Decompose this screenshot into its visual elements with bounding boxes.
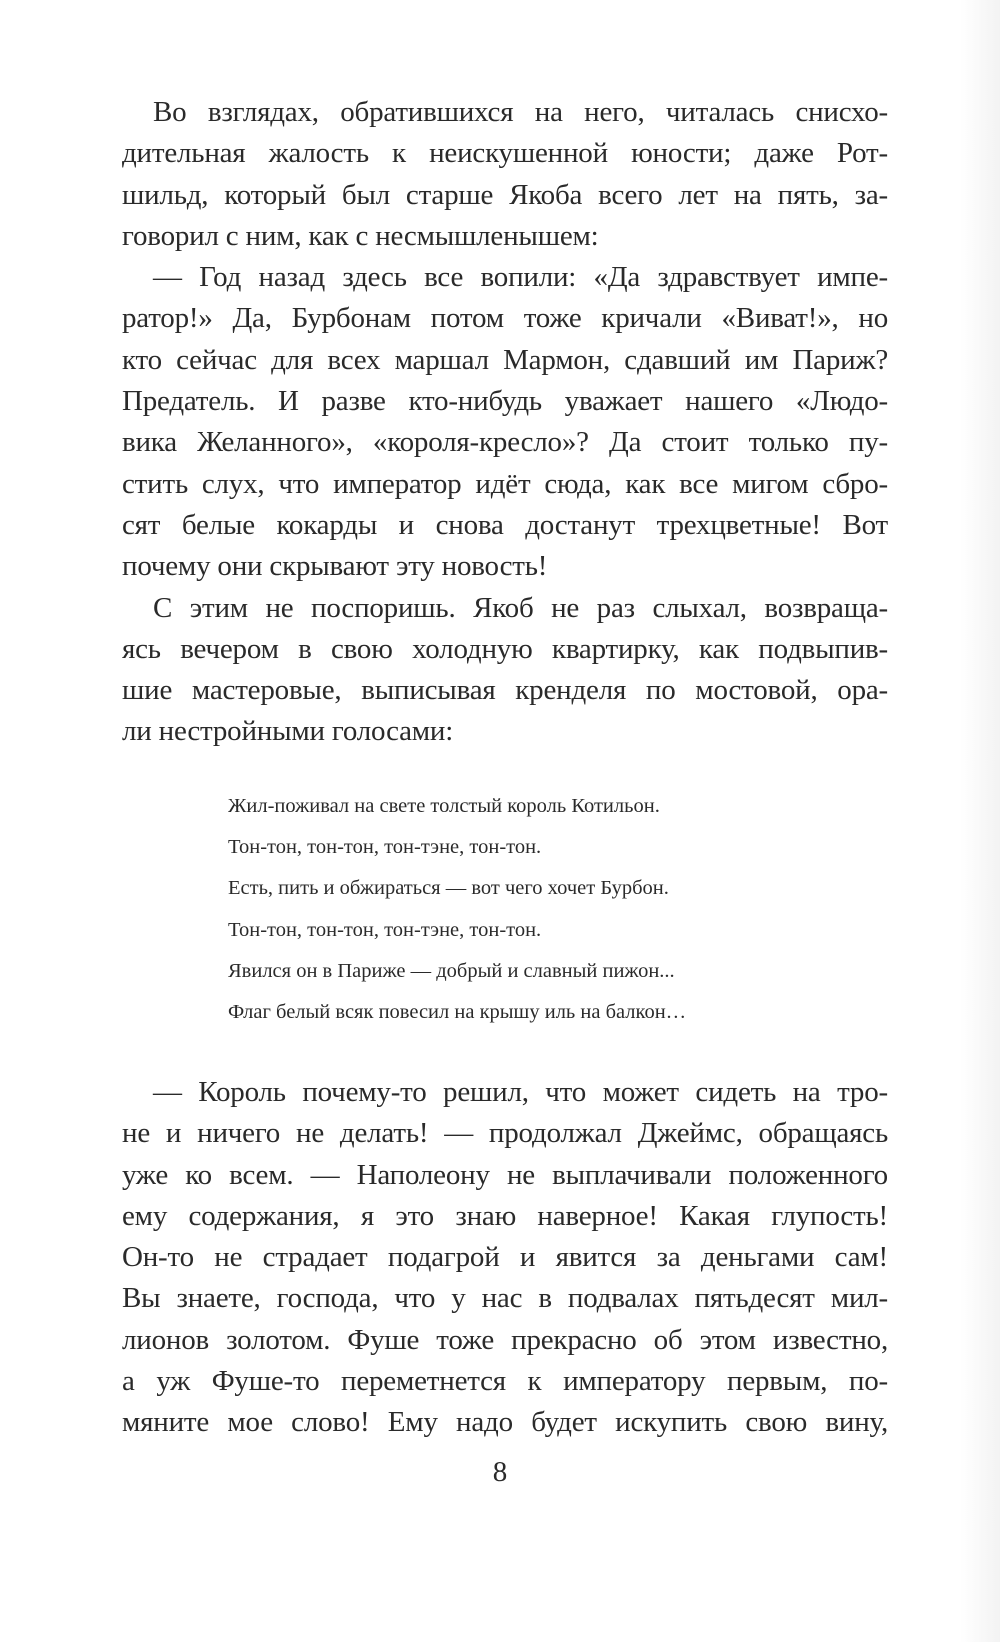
text-line: Он-то не страдает подагрой и явится за деньгами сам! <box>122 1241 888 1274</box>
text-line: а уж Фуше-то переметнется к императору первым, по- <box>122 1365 888 1398</box>
text-line: ясь вечером в свою холодную квартирку, как подвыпив- <box>122 632 888 665</box>
text-line: Предатель. И разве кто-нибудь уважает нашего «Людо- <box>122 385 888 418</box>
text-line: ли нестройными голосами: <box>122 715 454 748</box>
text-line: вика Желанного», «короля-кресло»? Да стоит только пу- <box>122 426 888 459</box>
poem-line: Жил-поживал на свете толстый король Котильон. <box>228 795 660 817</box>
page-number: 8 <box>492 1456 508 1488</box>
text-line: дительная жалость к неискушенной юности; даже Рот- <box>122 137 888 170</box>
text-line: С этим не поспоришь. Якоб не раз слыхал, возвраща- <box>153 591 888 624</box>
text-line: ратор!» Да, Бурбонам потом тоже кричали «Виват!», но <box>122 302 888 335</box>
poem-line: Есть, пить и обжираться — вот чего хочет Бурбон. <box>228 877 669 900</box>
text-line: кто сейчас для всех маршал Мармон, сдавший им Париж? <box>122 343 888 376</box>
text-line: уже ко всем. — Наполеону не выплачивали положенного <box>122 1158 888 1191</box>
poem-verse <box>228 786 686 1033</box>
poem-line: Флаг белый всяк повесил на крышу иль на балкон… <box>228 1000 687 1023</box>
text-line: почему они скрывают эту новость! <box>122 550 548 583</box>
text-block-bottom <box>122 1072 888 1444</box>
text-line: ему содержания, я это знаю наверное! Какая глупость! <box>122 1199 888 1232</box>
text-line: — Король почему-то решил, что может сидеть на тро- <box>153 1076 888 1108</box>
text-line: мяните мое слово! Ему надо будет искупить свою вину, <box>122 1406 888 1439</box>
poem-line: Тон-тон, тон-тон, тон-тэне, тон-тон. <box>228 918 542 941</box>
poem-line: Явился он в Париже — добрый и славный пижон... <box>228 959 675 982</box>
text-line: сят белые кокарды и снова достанут трехцветные! Вот <box>122 508 888 541</box>
text-block-top <box>122 92 888 753</box>
page-edge-shadow <box>960 0 1000 1642</box>
text-line: стить слух, что император идёт сюда, как все мигом сбро- <box>122 467 888 500</box>
text-line: Во взглядах, обратившихся на него, читалась снисхо- <box>153 96 888 128</box>
text-line: говорил с ним, как с несмышленышем: <box>122 219 599 252</box>
text-line: шильд, который был старше Якоба всего лет на пять, за- <box>122 178 888 211</box>
text-line: Вы знаете, господа, что у нас в подвалах пятьдесят мил- <box>122 1282 888 1315</box>
text-line: не и ничего не делать! — продолжал Джеймс, обращаясь <box>122 1117 888 1150</box>
text-line: шие мастеровые, выписывая кренделя по мостовой, ора- <box>122 674 888 707</box>
text-line: — Год назад здесь все вопили: «Да здравствует импе- <box>153 261 888 294</box>
text-line: лионов золотом. Фуше тоже прекрасно об этом известно, <box>122 1323 888 1356</box>
poem-line: Тон-тон, тон-тон, тон-тэне, тон-тон. <box>228 836 542 859</box>
